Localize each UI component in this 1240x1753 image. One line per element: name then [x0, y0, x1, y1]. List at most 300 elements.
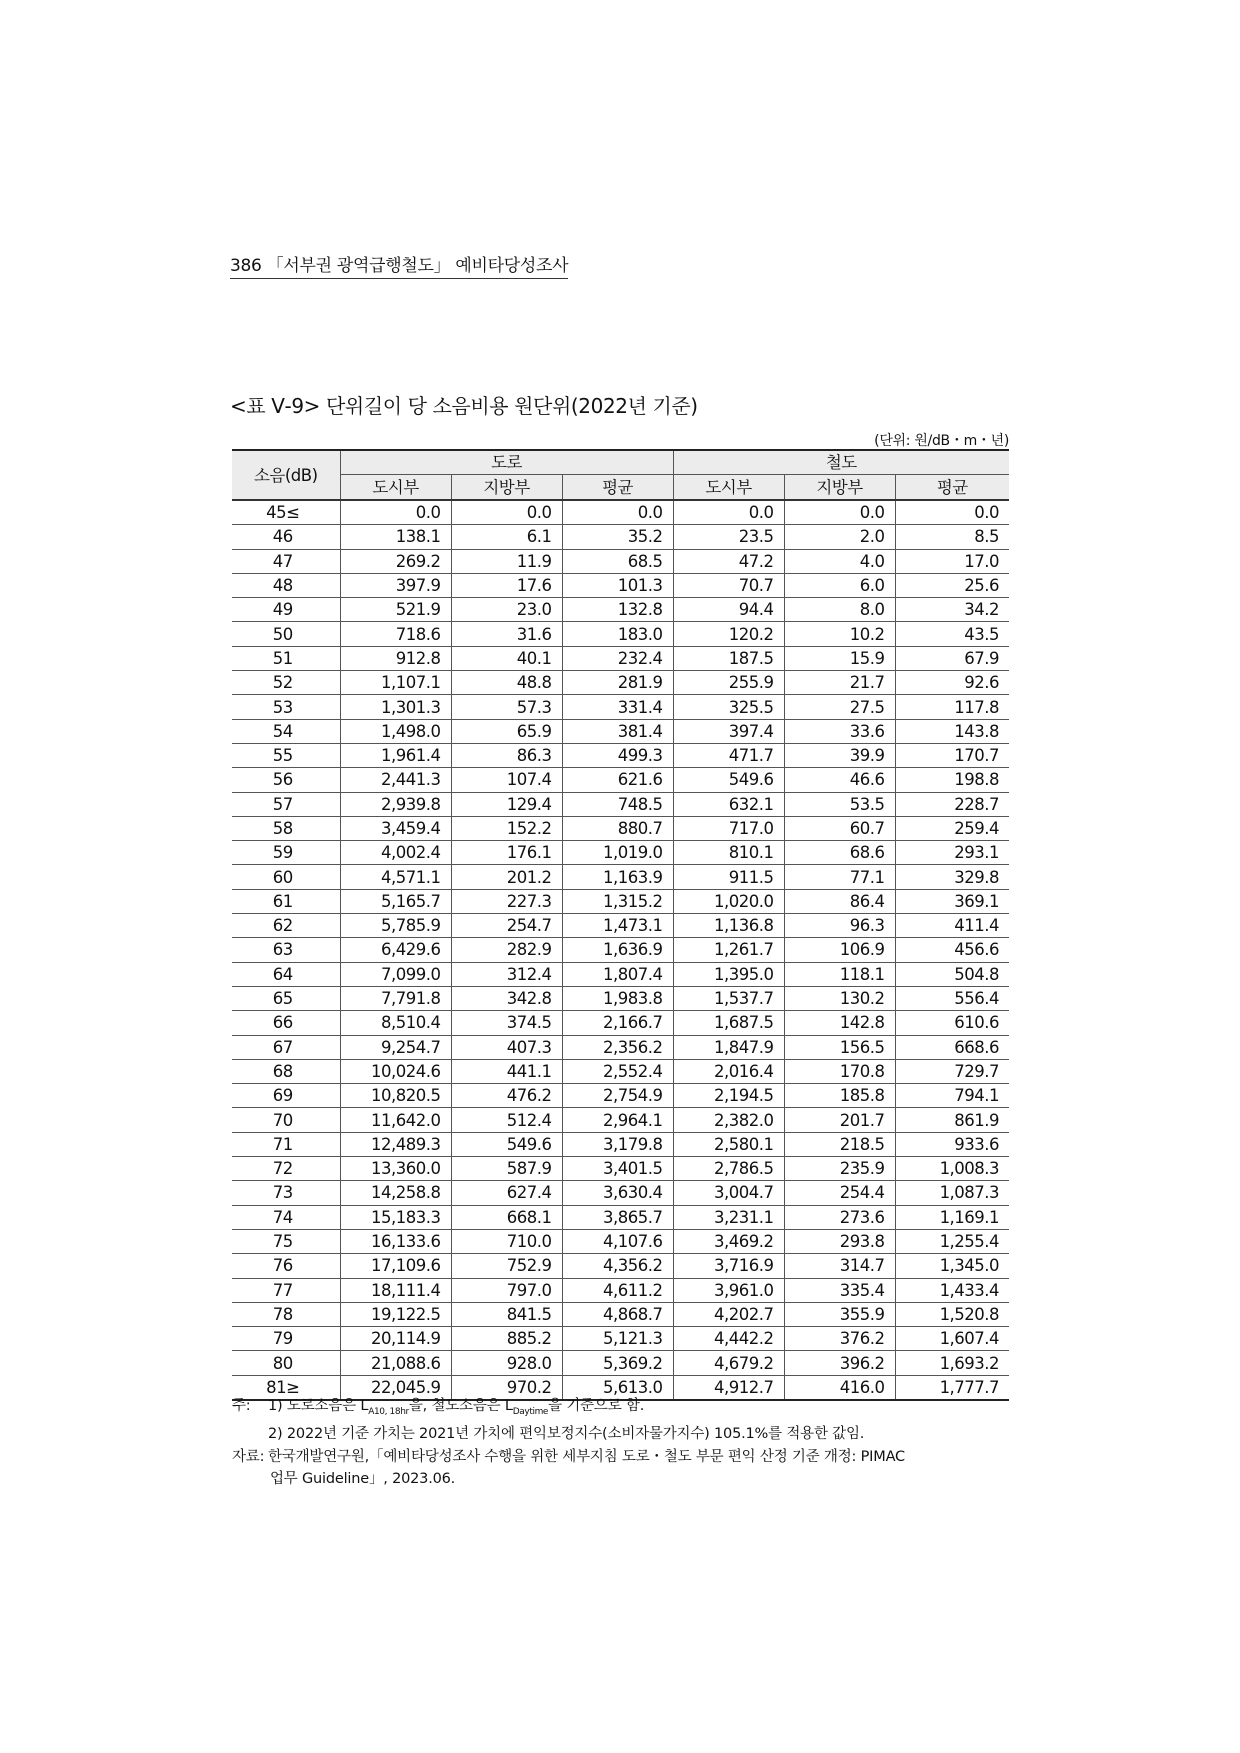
value-cell: 17,109.6 [340, 1254, 451, 1278]
value-cell: 183.0 [562, 622, 673, 646]
table-row [232, 792, 1009, 816]
table-row [232, 986, 1009, 1010]
table-row [232, 816, 1009, 840]
value-cell: 441.1 [451, 1059, 562, 1083]
table-row [232, 573, 1009, 597]
value-cell: 407.3 [451, 1035, 562, 1059]
noise-level-cell: 65 [232, 986, 340, 1010]
value-cell: 170.8 [784, 1059, 895, 1083]
value-cell: 3,231.1 [673, 1205, 784, 1229]
value-cell: 632.1 [673, 792, 784, 816]
value-cell: 14,258.8 [340, 1181, 451, 1205]
noise-level-cell: 55 [232, 743, 340, 767]
value-cell: 729.7 [895, 1059, 1009, 1083]
value-cell: 68.6 [784, 841, 895, 865]
value-cell: 397.4 [673, 719, 784, 743]
note-1 [232, 1395, 1012, 1423]
value-cell: 933.6 [895, 1132, 1009, 1156]
value-cell: 198.8 [895, 768, 1009, 792]
value-cell: 0.0 [562, 500, 673, 525]
value-cell: 1,107.1 [340, 671, 451, 695]
table-row [232, 841, 1009, 865]
table-row [232, 695, 1009, 719]
value-cell: 33.6 [784, 719, 895, 743]
value-cell: 68.5 [562, 549, 673, 573]
value-cell: 4,356.2 [562, 1254, 673, 1278]
value-cell: 35.2 [562, 525, 673, 549]
value-cell: 4,611.2 [562, 1278, 673, 1302]
noise-level-cell: 70 [232, 1108, 340, 1132]
value-cell: 456.6 [895, 938, 1009, 962]
subheader-rail-urban: 도시부 [673, 475, 784, 501]
value-cell: 2.0 [784, 525, 895, 549]
source-line-1: 한국개발연구원,「예비타당성조사 수행을 위한 세부지침 도로・철도 부문 편익 산정 기준 개정: PIMAC [268, 1448, 905, 1465]
value-cell: 5,785.9 [340, 914, 451, 938]
value-cell: 0.0 [895, 500, 1009, 525]
value-cell: 86.4 [784, 889, 895, 913]
value-cell: 2,964.1 [562, 1108, 673, 1132]
value-cell: 117.8 [895, 695, 1009, 719]
value-cell: 1,163.9 [562, 865, 673, 889]
value-cell: 748.5 [562, 792, 673, 816]
value-cell: 1,019.0 [562, 841, 673, 865]
value-cell: 11.9 [451, 549, 562, 573]
value-cell: 381.4 [562, 719, 673, 743]
value-cell: 2,016.4 [673, 1059, 784, 1083]
table-row [232, 1254, 1009, 1278]
value-cell: 106.9 [784, 938, 895, 962]
table-row [232, 1011, 1009, 1035]
value-cell: 504.8 [895, 962, 1009, 986]
value-cell: 797.0 [451, 1278, 562, 1302]
noise-level-cell: 76 [232, 1254, 340, 1278]
value-cell: 752.9 [451, 1254, 562, 1278]
value-cell: 4,571.1 [340, 865, 451, 889]
value-cell: 627.4 [451, 1181, 562, 1205]
value-cell: 1,315.2 [562, 889, 673, 913]
value-cell: 17.0 [895, 549, 1009, 573]
value-cell: 1,777.7 [895, 1375, 1009, 1400]
value-cell: 521.9 [340, 598, 451, 622]
noise-level-cell: 45≤ [232, 500, 340, 525]
value-cell: 5,613.0 [562, 1375, 673, 1400]
table-row [232, 865, 1009, 889]
value-cell: 610.6 [895, 1011, 1009, 1035]
table-row [232, 1181, 1009, 1205]
value-cell: 1,301.3 [340, 695, 451, 719]
value-cell: 2,166.7 [562, 1011, 673, 1035]
value-cell: 416.0 [784, 1375, 895, 1400]
noise-level-cell: 63 [232, 938, 340, 962]
noise-level-cell: 64 [232, 962, 340, 986]
value-cell: 1,395.0 [673, 962, 784, 986]
value-cell: 282.9 [451, 938, 562, 962]
value-cell: 86.3 [451, 743, 562, 767]
noise-level-cell: 71 [232, 1132, 340, 1156]
value-cell: 254.4 [784, 1181, 895, 1205]
noise-level-cell: 57 [232, 792, 340, 816]
value-cell: 232.4 [562, 646, 673, 670]
noise-level-cell: 53 [232, 695, 340, 719]
value-cell: 281.9 [562, 671, 673, 695]
note-1-text: 1) 도로소음은 $L_{A10, 18hr}$을, 철도소음은 $L_{Daytime}$을 기준으로 함. [268, 1398, 645, 1417]
value-cell: 476.2 [451, 1084, 562, 1108]
value-cell: 396.2 [784, 1351, 895, 1375]
noise-level-cell: 60 [232, 865, 340, 889]
table-row [232, 1327, 1009, 1351]
value-cell: 841.5 [451, 1302, 562, 1326]
table-row [232, 1108, 1009, 1132]
subheader-rail-average: 평균 [895, 475, 1009, 501]
source-line-2: 업무 Guideline」, 2023.06. [270, 1470, 456, 1487]
value-cell: 77.1 [784, 865, 895, 889]
table-row [232, 719, 1009, 743]
value-cell: 549.6 [451, 1132, 562, 1156]
value-cell: 1,020.0 [673, 889, 784, 913]
value-cell: 4,202.7 [673, 1302, 784, 1326]
noise-level-cell: 66 [232, 1011, 340, 1035]
value-cell: 880.7 [562, 816, 673, 840]
value-cell: 10.2 [784, 622, 895, 646]
value-cell: 331.4 [562, 695, 673, 719]
value-cell: 718.6 [340, 622, 451, 646]
value-cell: 12,489.3 [340, 1132, 451, 1156]
value-cell: 4,679.2 [673, 1351, 784, 1375]
value-cell: 3,179.8 [562, 1132, 673, 1156]
value-cell: 156.5 [784, 1035, 895, 1059]
value-cell: 7,791.8 [340, 986, 451, 1010]
value-cell: 369.1 [895, 889, 1009, 913]
value-cell: 397.9 [340, 573, 451, 597]
value-cell: 25.6 [895, 573, 1009, 597]
value-cell: 31.6 [451, 622, 562, 646]
value-cell: 20,114.9 [340, 1327, 451, 1351]
value-cell: 218.5 [784, 1132, 895, 1156]
noise-level-cell: 50 [232, 622, 340, 646]
table-row [232, 1084, 1009, 1108]
value-cell: 27.5 [784, 695, 895, 719]
value-cell: 65.9 [451, 719, 562, 743]
noise-level-cell: 74 [232, 1205, 340, 1229]
value-cell: 861.9 [895, 1108, 1009, 1132]
value-cell: 717.0 [673, 816, 784, 840]
table-row [232, 1278, 1009, 1302]
value-cell: 4,002.4 [340, 841, 451, 865]
value-cell: 2,382.0 [673, 1108, 784, 1132]
table-row [232, 622, 1009, 646]
value-cell: 11,642.0 [340, 1108, 451, 1132]
table-row [232, 1035, 1009, 1059]
note-label: 주: [232, 1398, 251, 1414]
noise-level-cell: 73 [232, 1181, 340, 1205]
noise-level-cell: 47 [232, 549, 340, 573]
noise-level-cell: 67 [232, 1035, 340, 1059]
value-cell: 5,369.2 [562, 1351, 673, 1375]
table-row [232, 914, 1009, 938]
table-row [232, 1229, 1009, 1253]
value-cell: 19,122.5 [340, 1302, 451, 1326]
noise-level-cell: 48 [232, 573, 340, 597]
value-cell: 1,687.5 [673, 1011, 784, 1035]
value-cell: 96.3 [784, 914, 895, 938]
value-cell: 668.6 [895, 1035, 1009, 1059]
value-cell: 39.9 [784, 743, 895, 767]
value-cell: 67.9 [895, 646, 1009, 670]
value-cell: 1,693.2 [895, 1351, 1009, 1375]
noise-level-cell: 51 [232, 646, 340, 670]
header-rail: 철도 [673, 450, 1009, 475]
value-cell: 34.2 [895, 598, 1009, 622]
source [232, 1446, 1012, 1468]
note-2-text: 2) 2022년 기준 가치는 2021년 가치에 편익보정지수(소비자물가지수) 105.1%를 적용한 값임. [268, 1425, 865, 1442]
value-cell: 1,607.4 [895, 1327, 1009, 1351]
noise-level-cell: 68 [232, 1059, 340, 1083]
value-cell: 6,429.6 [340, 938, 451, 962]
value-cell: 17.6 [451, 573, 562, 597]
value-cell: 3,469.2 [673, 1229, 784, 1253]
value-cell: 3,865.7 [562, 1205, 673, 1229]
value-cell: 342.8 [451, 986, 562, 1010]
value-cell: 3,459.4 [340, 816, 451, 840]
value-cell: 556.4 [895, 986, 1009, 1010]
value-cell: 1,983.8 [562, 986, 673, 1010]
value-cell: 21.7 [784, 671, 895, 695]
value-cell: 47.2 [673, 549, 784, 573]
value-cell: 1,169.1 [895, 1205, 1009, 1229]
value-cell: 355.9 [784, 1302, 895, 1326]
value-cell: 587.9 [451, 1157, 562, 1181]
value-cell: 138.1 [340, 525, 451, 549]
value-cell: 152.2 [451, 816, 562, 840]
source-label: 자료: [232, 1448, 265, 1465]
value-cell: 16,133.6 [340, 1229, 451, 1253]
value-cell: 1,636.9 [562, 938, 673, 962]
value-cell: 621.6 [562, 768, 673, 792]
value-cell: 3,004.7 [673, 1181, 784, 1205]
noise-level-cell: 81≥ [232, 1375, 340, 1400]
header-road: 도로 [340, 450, 673, 475]
value-cell: 0.0 [673, 500, 784, 525]
value-cell: 40.1 [451, 646, 562, 670]
value-cell: 130.2 [784, 986, 895, 1010]
value-cell: 201.2 [451, 865, 562, 889]
subheader-road-average: 평균 [562, 475, 673, 501]
table-row [232, 962, 1009, 986]
noise-level-cell: 58 [232, 816, 340, 840]
value-cell: 2,939.8 [340, 792, 451, 816]
value-cell: 10,024.6 [340, 1059, 451, 1083]
value-cell: 928.0 [451, 1351, 562, 1375]
value-cell: 4,868.7 [562, 1302, 673, 1326]
value-cell: 201.7 [784, 1108, 895, 1132]
noise-level-cell: 75 [232, 1229, 340, 1253]
value-cell: 142.8 [784, 1011, 895, 1035]
value-cell: 3,716.9 [673, 1254, 784, 1278]
value-cell: 129.4 [451, 792, 562, 816]
table-body [232, 500, 1009, 1400]
value-cell: 143.8 [895, 719, 1009, 743]
value-cell: 13,360.0 [340, 1157, 451, 1181]
value-cell: 1,261.7 [673, 938, 784, 962]
report-title: 「서부권 광역급행철도」 예비타당성조사 [266, 256, 569, 276]
value-cell: 255.9 [673, 671, 784, 695]
value-cell: 2,552.4 [562, 1059, 673, 1083]
table-row [232, 646, 1009, 670]
value-cell: 10,820.5 [340, 1084, 451, 1108]
value-cell: 4,442.2 [673, 1327, 784, 1351]
value-cell: 185.8 [784, 1084, 895, 1108]
value-cell: 120.2 [673, 622, 784, 646]
noise-level-cell: 78 [232, 1302, 340, 1326]
value-cell: 0.0 [451, 500, 562, 525]
page-number: 386 [230, 256, 262, 276]
table-row [232, 1302, 1009, 1326]
value-cell: 376.2 [784, 1327, 895, 1351]
table-row [232, 889, 1009, 913]
value-cell: 411.4 [895, 914, 1009, 938]
noise-cost-table [232, 449, 1009, 1401]
value-cell: 293.1 [895, 841, 1009, 865]
value-cell: 2,580.1 [673, 1132, 784, 1156]
value-cell: 1,807.4 [562, 962, 673, 986]
value-cell: 5,165.7 [340, 889, 451, 913]
value-cell: 794.1 [895, 1084, 1009, 1108]
table-row [232, 671, 1009, 695]
value-cell: 21,088.6 [340, 1351, 451, 1375]
value-cell: 132.8 [562, 598, 673, 622]
value-cell: 0.0 [340, 500, 451, 525]
value-cell: 23.0 [451, 598, 562, 622]
value-cell: 5,121.3 [562, 1327, 673, 1351]
value-cell: 6.1 [451, 525, 562, 549]
noise-level-cell: 62 [232, 914, 340, 938]
value-cell: 312.4 [451, 962, 562, 986]
table-row [232, 549, 1009, 573]
table-row [232, 500, 1009, 525]
value-cell: 3,961.0 [673, 1278, 784, 1302]
value-cell: 1,008.3 [895, 1157, 1009, 1181]
noise-level-cell: 54 [232, 719, 340, 743]
value-cell: 48.8 [451, 671, 562, 695]
value-cell: 94.4 [673, 598, 784, 622]
noise-level-cell: 72 [232, 1157, 340, 1181]
noise-level-cell: 77 [232, 1278, 340, 1302]
value-cell: 2,786.5 [673, 1157, 784, 1181]
value-cell: 549.6 [673, 768, 784, 792]
value-cell: 325.5 [673, 695, 784, 719]
value-cell: 970.2 [451, 1375, 562, 1400]
value-cell: 1,473.1 [562, 914, 673, 938]
value-cell: 15.9 [784, 646, 895, 670]
value-cell: 170.7 [895, 743, 1009, 767]
value-cell: 43.5 [895, 622, 1009, 646]
value-cell: 668.1 [451, 1205, 562, 1229]
value-cell: 259.4 [895, 816, 1009, 840]
value-cell: 912.8 [340, 646, 451, 670]
noise-level-cell: 52 [232, 671, 340, 695]
value-cell: 2,356.2 [562, 1035, 673, 1059]
value-cell: 885.2 [451, 1327, 562, 1351]
value-cell: 57.3 [451, 695, 562, 719]
subheader-road-urban: 도시부 [340, 475, 451, 501]
table-caption: <표 Ⅴ-9> 단위길이 당 소음비용 원단위(2022년 기준) [230, 394, 698, 418]
value-cell: 18,111.4 [340, 1278, 451, 1302]
value-cell: 329.8 [895, 865, 1009, 889]
value-cell: 1,961.4 [340, 743, 451, 767]
value-cell: 1,345.0 [895, 1254, 1009, 1278]
value-cell: 1,498.0 [340, 719, 451, 743]
value-cell: 471.7 [673, 743, 784, 767]
value-cell: 1,520.8 [895, 1302, 1009, 1326]
value-cell: 499.3 [562, 743, 673, 767]
value-cell: 512.4 [451, 1108, 562, 1132]
value-cell: 107.4 [451, 768, 562, 792]
noise-level-cell: 46 [232, 525, 340, 549]
value-cell: 1,136.8 [673, 914, 784, 938]
value-cell: 1,537.7 [673, 986, 784, 1010]
noise-level-cell: 80 [232, 1351, 340, 1375]
value-cell: 293.8 [784, 1229, 895, 1253]
value-cell: 8.0 [784, 598, 895, 622]
value-cell: 6.0 [784, 573, 895, 597]
value-cell: 7,099.0 [340, 962, 451, 986]
value-cell: 1,847.9 [673, 1035, 784, 1059]
value-cell: 92.6 [895, 671, 1009, 695]
value-cell: 2,754.9 [562, 1084, 673, 1108]
value-cell: 3,401.5 [562, 1157, 673, 1181]
noise-level-cell: 59 [232, 841, 340, 865]
subheader-rail-rural: 지방부 [784, 475, 895, 501]
value-cell: 4,107.6 [562, 1229, 673, 1253]
value-cell: 70.7 [673, 573, 784, 597]
value-cell: 60.7 [784, 816, 895, 840]
value-cell: 2,441.3 [340, 768, 451, 792]
value-cell: 2,194.5 [673, 1084, 784, 1108]
value-cell: 254.7 [451, 914, 562, 938]
value-cell: 335.4 [784, 1278, 895, 1302]
value-cell: 23.5 [673, 525, 784, 549]
value-cell: 101.3 [562, 573, 673, 597]
value-cell: 118.1 [784, 962, 895, 986]
note-2 [232, 1423, 1012, 1445]
noise-level-cell: 49 [232, 598, 340, 622]
noise-level-cell: 61 [232, 889, 340, 913]
value-cell: 4.0 [784, 549, 895, 573]
table-unit: (단위: 원/dB・m・년) [874, 433, 1009, 449]
value-cell: 374.5 [451, 1011, 562, 1035]
value-cell: 1,087.3 [895, 1181, 1009, 1205]
value-cell: 235.9 [784, 1157, 895, 1181]
table-row [232, 525, 1009, 549]
noise-level-cell: 69 [232, 1084, 340, 1108]
header-noise: 소음(dB) [232, 450, 340, 500]
table-row [232, 1059, 1009, 1083]
value-cell: 53.5 [784, 792, 895, 816]
table-row [232, 1205, 1009, 1229]
noise-level-cell: 56 [232, 768, 340, 792]
value-cell: 22,045.9 [340, 1375, 451, 1400]
value-cell: 3,630.4 [562, 1181, 673, 1205]
noise-level-cell: 79 [232, 1327, 340, 1351]
table-row [232, 768, 1009, 792]
page-header [230, 251, 568, 279]
table-row [232, 1351, 1009, 1375]
value-cell: 4,912.7 [673, 1375, 784, 1400]
value-cell: 176.1 [451, 841, 562, 865]
table-row [232, 598, 1009, 622]
value-cell: 8.5 [895, 525, 1009, 549]
value-cell: 1,433.4 [895, 1278, 1009, 1302]
